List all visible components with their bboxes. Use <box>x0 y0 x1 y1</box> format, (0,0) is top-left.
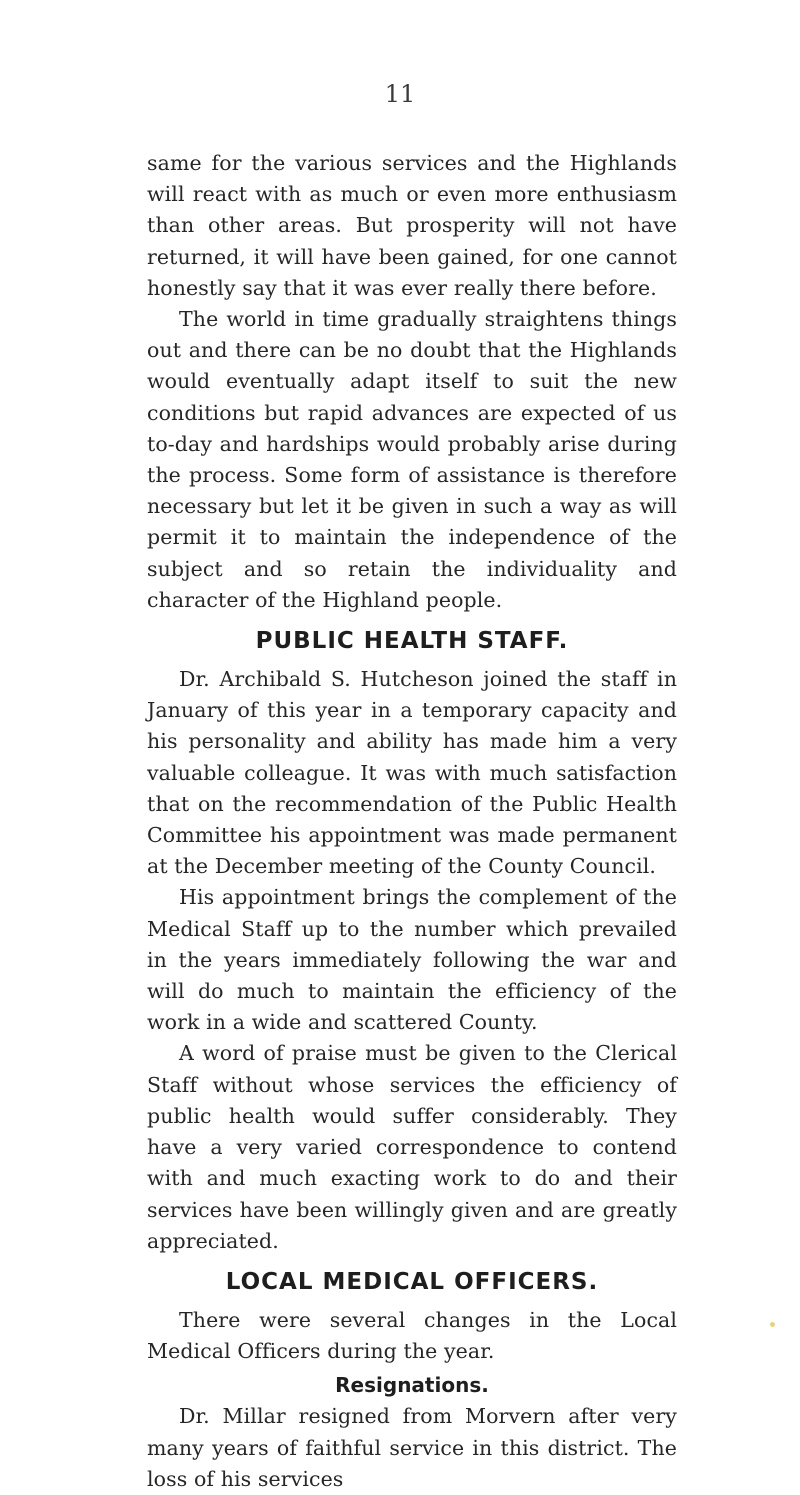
subheading-resignations: Resignations. <box>335 1373 489 1398</box>
text-column <box>147 148 677 1495</box>
section-heading-local-medical-officers: LOCAL MEDICAL OFFICERS. <box>225 1268 599 1295</box>
section-heading-public-health-staff: PUBLIC HEALTH STAFF. <box>255 628 569 655</box>
paragraph-highlands-adapt: The world in time gradually straightens things out and there can be no doubt that the Highlands would eventually adapt itself to suit the new conditions but rapid advances are expected of us to-day and hardships would probably arise during the process. Some form of assistance is therefore necessary but let it be given in such a way as will permit it to maintain the independence of the subject and so retain the individuality and character of the Highland people. <box>147 307 677 612</box>
page-number: 11 <box>384 80 416 108</box>
paper-speck <box>770 1322 775 1327</box>
paragraph-clerical-staff: A word of praise must be given to the Clerical Staff without whose services the efficiency of public health would suffer considerably. They have a very varied correspondence to contend with and much exacting work to do and their services have been willingly given and are greatly appreciated. <box>147 1041 677 1253</box>
paragraph-medical-staff: His appointment brings the complement of the Medical Staff up to the number which prevailed in the years immediately following the war and will do much to maintain the efficiency of the work in a wide and scattered County. <box>147 885 677 1035</box>
paragraph-changes: There were several changes in the Local Medical Officers during the year. <box>147 1307 677 1364</box>
paragraph-hutcheson: Dr. Archibald S. Hutcheson joined the staff in January of this year in a temporary capacity and his personality and ability has made him a very valuable colleague. It was with much satisfaction that on the recommendation of the Public Health Committee his appointment was made permanent at the December meeting of the County Council. <box>147 667 677 879</box>
paragraph-millar: Dr. Millar resigned from Morvern after very many years of faithful service in this district. The loss of his services <box>147 1404 677 1491</box>
paragraph-continued: same for the various services and the Highlands will react with as much or even more enthusiasm than other areas. But prosperity will not have returned, it will have been gained, for one cannot honestly say that it was ever really there before. <box>147 151 677 300</box>
